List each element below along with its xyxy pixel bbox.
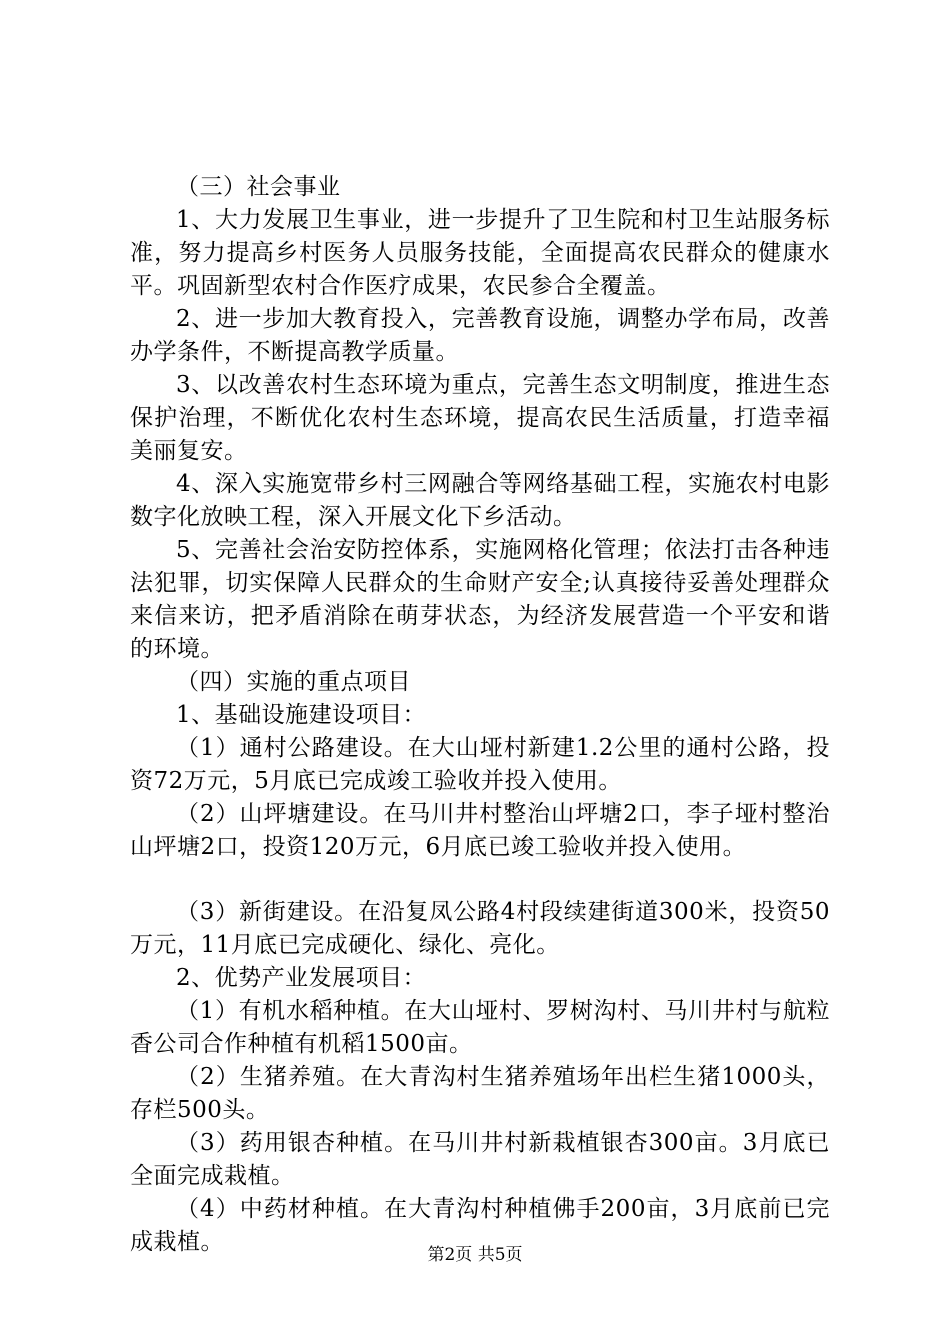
paragraph-education: 2、进一步加大教育投入，完善教育设施，调整办学布局，改善办学条件，不断提高教学质量。 <box>130 306 830 365</box>
paragraph-rice: （1）有机水稻种植。在大山垭村、罗树沟村、马川井村与航粒香公司合作种植有机稻1500亩。 <box>130 998 830 1057</box>
page-footer <box>0 1244 950 1266</box>
paragraph-infrastructure-title: 1、基础设施建设项目： <box>176 702 427 728</box>
paragraph-pond: （2）山坪塘建设。在马川井村整治山坪塘2口，李子垭村整治山坪塘2口，投资120万元，6月底已竣工验收并投入使用。 <box>130 801 830 860</box>
paragraph-ginkgo: （3）药用银杏种植。在马川井村新栽植银杏300亩。3月底已全面完成栽植。 <box>130 1130 830 1189</box>
document-body <box>130 171 830 1259</box>
paragraph-security: 5、完善社会治安防控体系，实施网格化管理；依法打击各种违法犯罪，切实保障人民群众的生命财产安全;认真接待妥善处理群众来信来访，把矛盾消除在萌芽状态，为经济发展营造一个平安和谐的环境。 <box>130 537 830 662</box>
paragraph-health: 1、大力发展卫生事业，进一步提升了卫生院和村卫生站服务标准，努力提高乡村医务人员服务技能，全面提高农民群众的健康水平。巩固新型农村合作医疗成果，农民参合全覆盖。 <box>130 207 830 299</box>
section-heading-projects: （四）实施的重点项目 <box>176 669 411 695</box>
paragraph-broadband: 4、深入实施宽带乡村三网融合等网络基础工程，实施农村电影数字化放映工程，深入开展文化下乡活动。 <box>130 471 830 530</box>
paragraph-ecology: 3、以改善农村生态环境为重点，完善生态文明制度，推进生态保护治理，不断优化农村生态环境，提高农民生活质量，打造幸福美丽复安。 <box>130 372 830 464</box>
paragraph-road: （1）通村公路建设。在大山垭村新建1.2公里的通村公路，投资72万元，5月底已完成竣工验收并投入使用。 <box>130 735 830 794</box>
paragraph-industry-title: 2、优势产业发展项目： <box>176 965 427 991</box>
paragraph-pig: （2）生猪养殖。在大青沟村生猪养殖场年出栏生猪1000头，存栏500头。 <box>130 1064 830 1123</box>
paragraph-street: （3）新街建设。在沿复凤公路4村段续建街道300米，投资50万元，11月底已完成硬化、绿化、亮化。 <box>130 899 830 958</box>
paragraph-herb: （4）中药材种植。在大青沟村种植佛手200亩，3月底前已完成栽植。 <box>130 1196 830 1255</box>
section-heading-social: （三）社会事业 <box>176 174 341 200</box>
page-indicator: 第2页 共5页 <box>427 1245 523 1265</box>
